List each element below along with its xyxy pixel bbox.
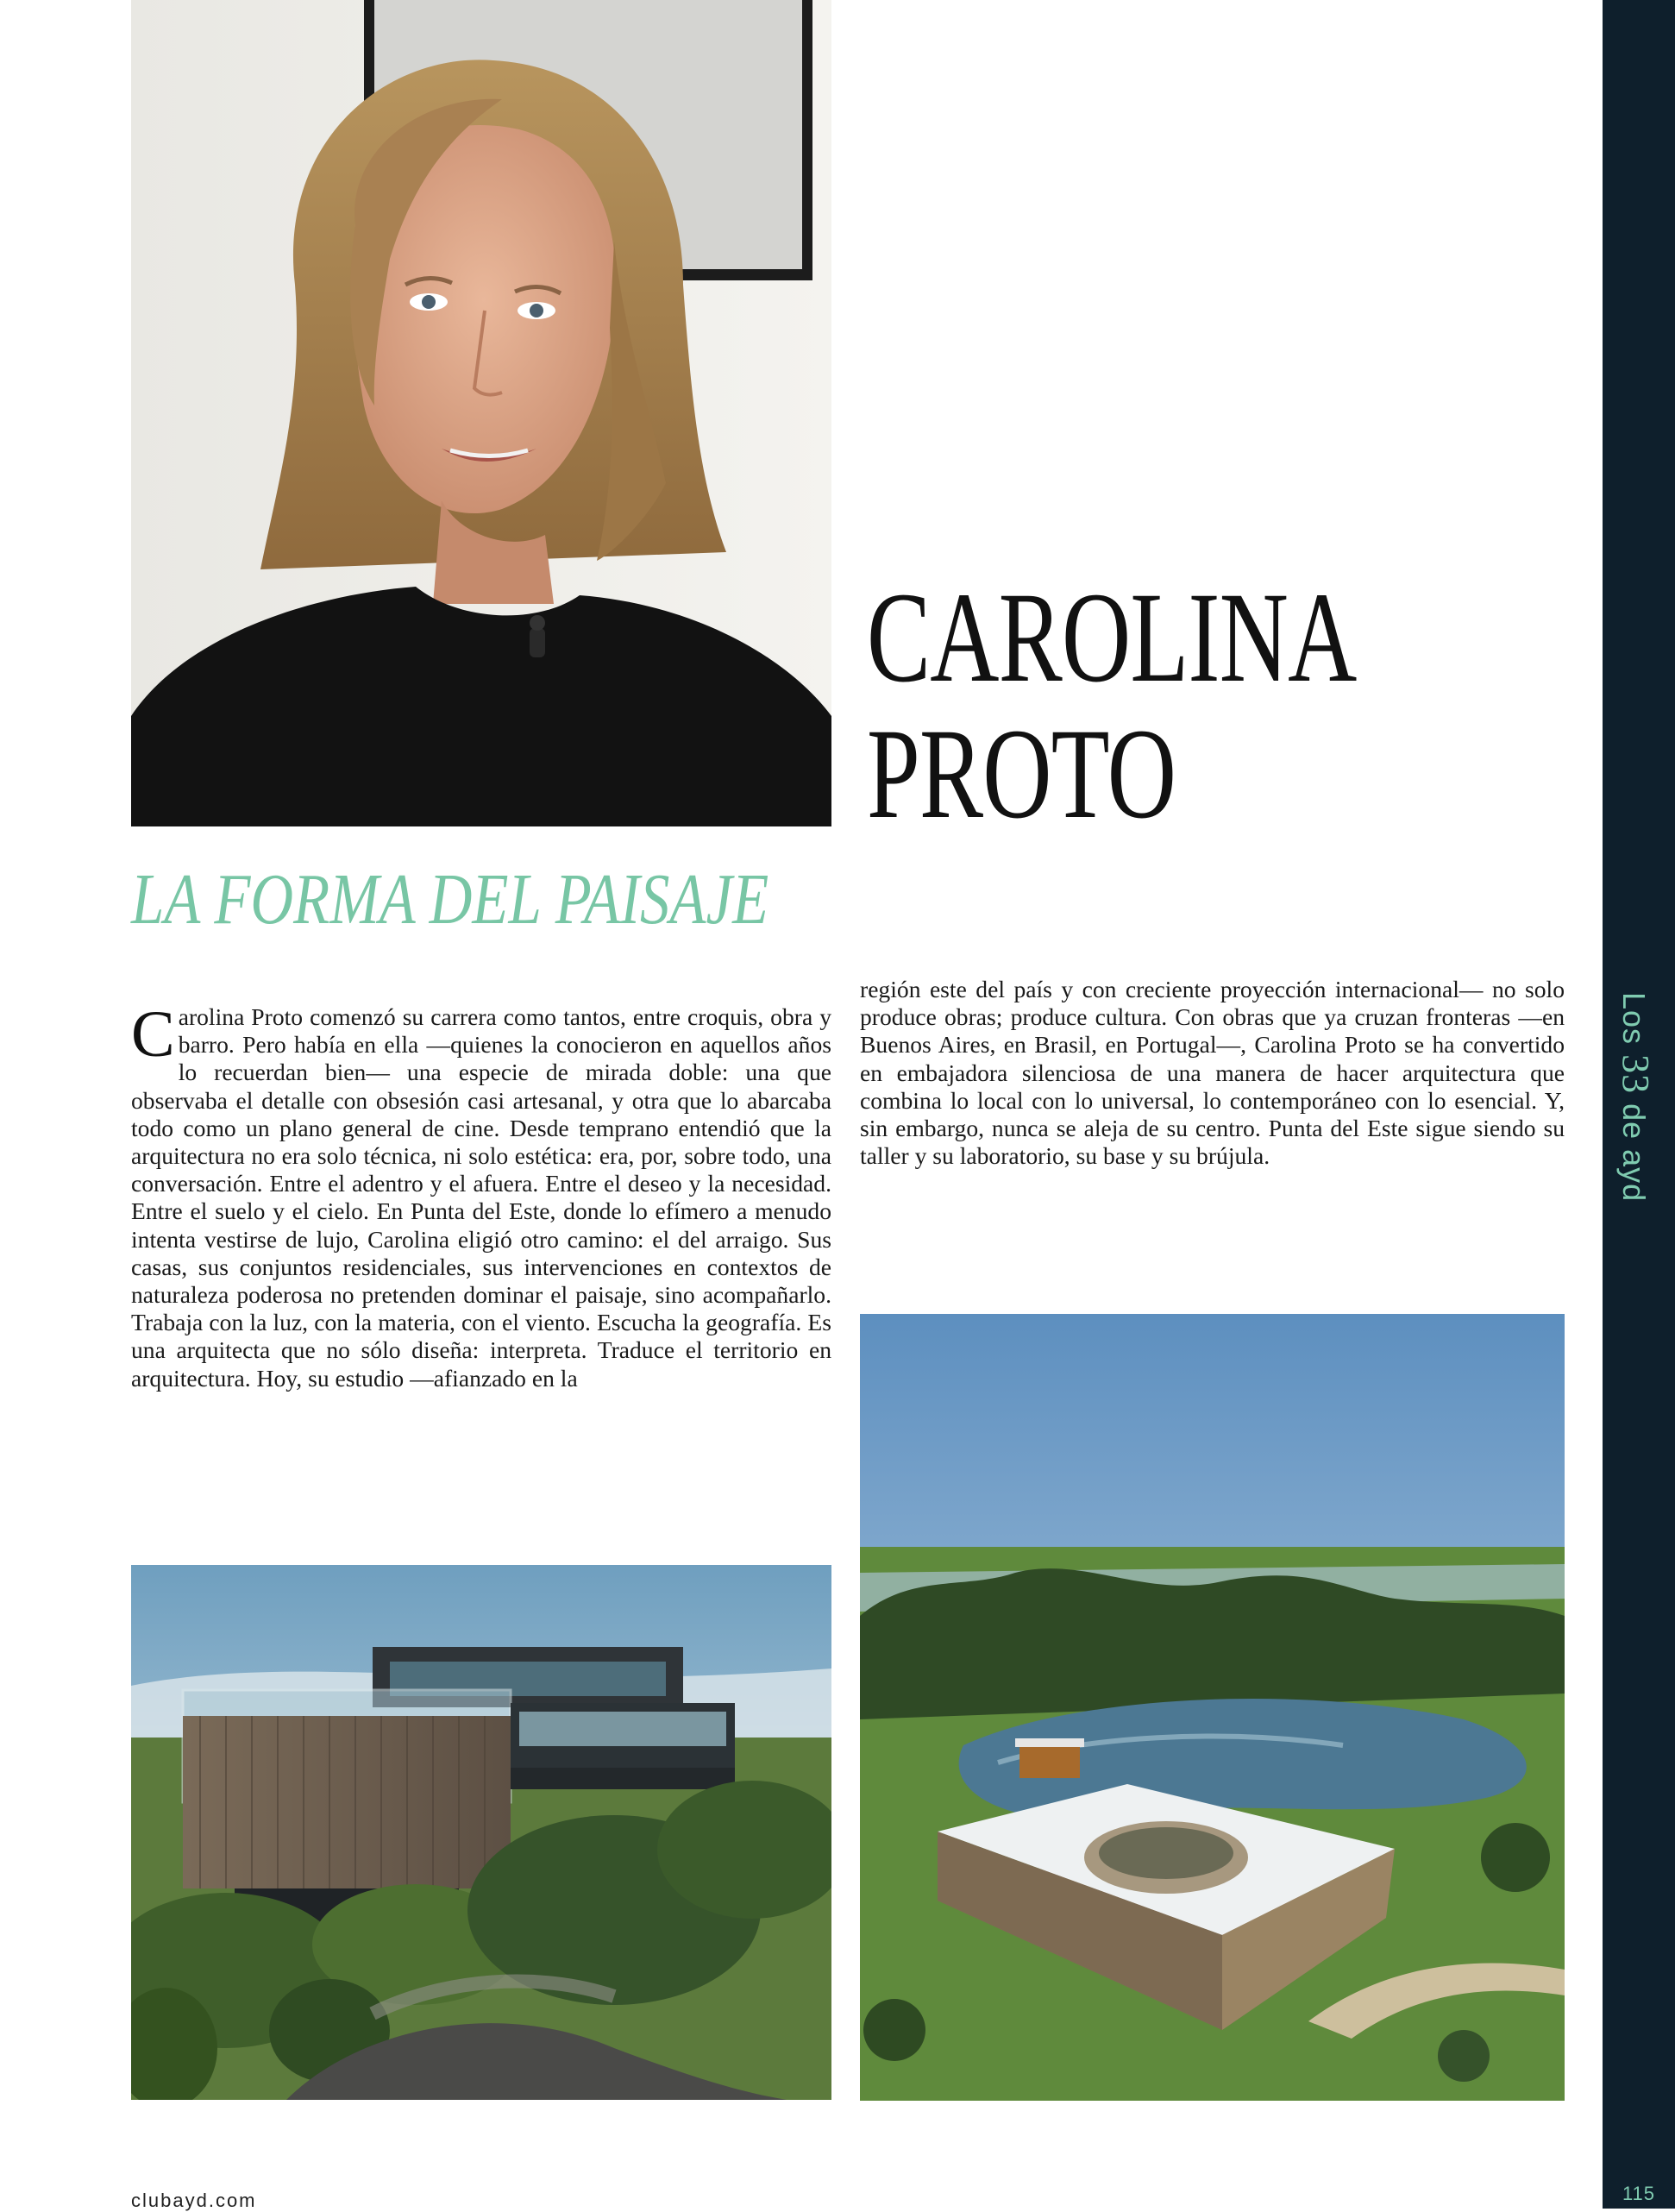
section-label-prefix: Los xyxy=(1616,992,1652,1046)
section-label xyxy=(1615,992,1663,1234)
section-label-suffix: de ayd xyxy=(1616,1103,1652,1203)
house-photo xyxy=(131,1565,831,2100)
body-column-right xyxy=(860,976,1565,1170)
article-title xyxy=(867,566,1357,845)
body-column-left xyxy=(131,998,831,1392)
portrait-photo xyxy=(131,0,831,826)
body-text-right: región este del país y con creciente proyección internacional— no solo produce obras; produce cultura. Con obras que ya cruzan fronteras —en Buenos Aires, en Brasil, en Portugal—, Carolina Proto se ha convertido en embajadora silenciosa de una manera de hacer arquitectura que combina lo local con lo universal, lo contemporáneo con lo esencial. Y, sin embargo, nunca se aleja de su centro. Punta del Este sigue siendo su taller y su laboratorio, su base y su brújula. xyxy=(860,976,1565,1170)
article-subtitle: LA FORMA DEL PAISAJE xyxy=(131,859,769,939)
footer-url: clubayd.com xyxy=(131,2190,257,2211)
title-line-last: PROTO xyxy=(867,702,1176,845)
page-number: 115 xyxy=(1622,2183,1656,2204)
section-label-number: 33 xyxy=(1615,1054,1657,1095)
title-line-first: CAROLINA xyxy=(867,566,1357,709)
drop-cap: C xyxy=(131,998,175,1071)
body-text-left: arolina Proto comenzó su carrera como tantos, entre croquis, obra y barro. Pero había en ella —quienes la conocieron en aquellos años lo recuerdan bien— una especie de mirada doble: una que observaba el detalle con obsesión casi artesanal, y otra que lo abarcaba todo como un plano general de cine. Desde temprano entendió que la arquitectura no era solo técnica, ni solo estética: era, por, sobre todo, una conversación. Entre el adentro y el afuera. Entre el deseo y la necesidad. Entre el suelo y el cielo. En Punta del Este, donde lo efímero a menudo intenta vestirse de lujo, Carolina eligió otro camino: el del arraigo. Sus casas, sus conjuntos residenciales, sus intervenciones en contextos de naturaleza poderosa no pretenden dominar el paisaje, sino acompañarlo. Trabaja con la luz, con la materia, con el viento. Escucha la geografía. Es una arquitecta que no sólo diseña: interpreta. Traduce el territorio en arquitectura. Hoy, su estudio —afianzado en la xyxy=(131,1003,831,1392)
courtyard-house-photo xyxy=(860,1314,1565,2101)
